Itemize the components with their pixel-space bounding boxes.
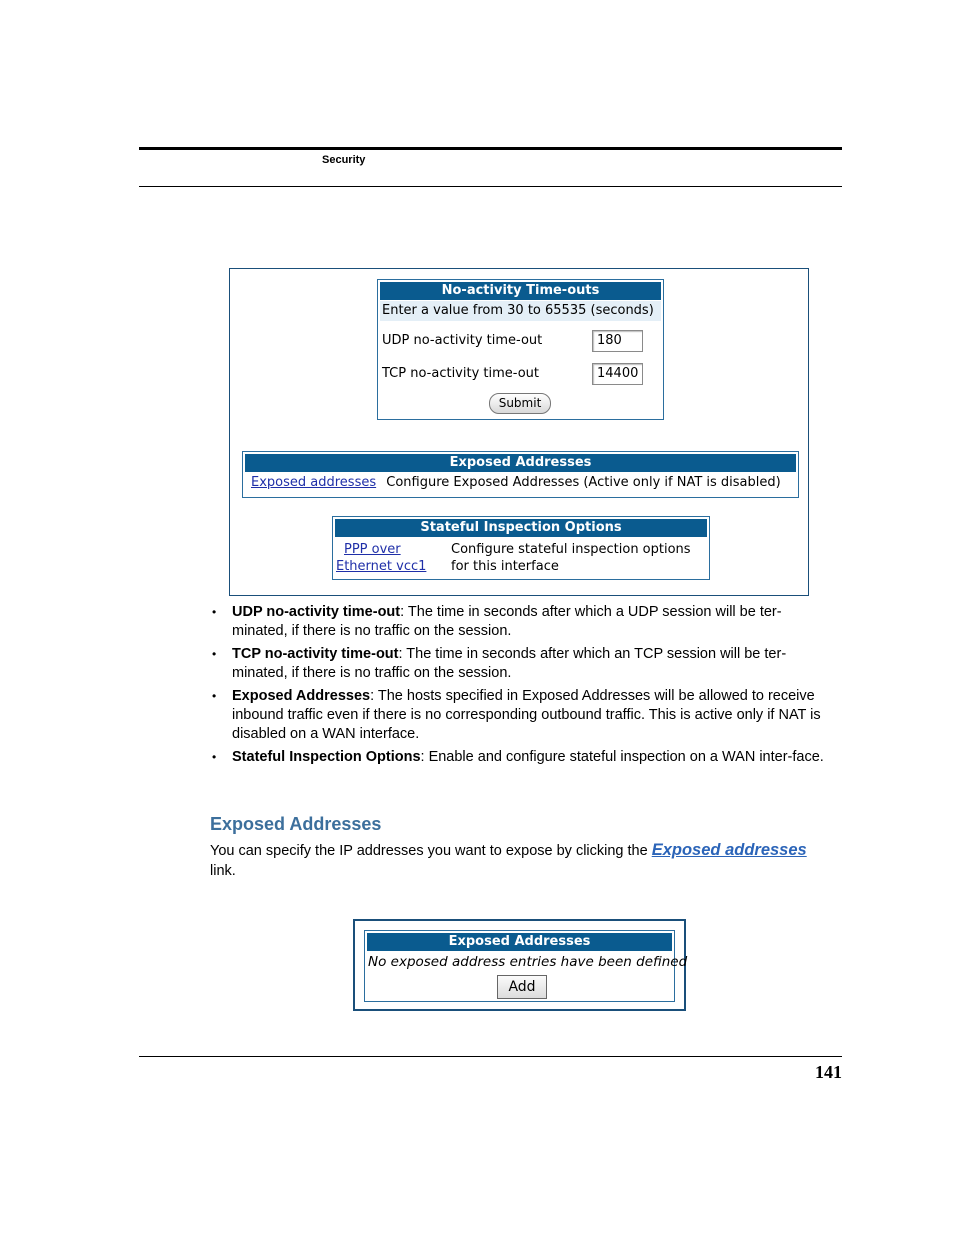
footer-rule <box>139 1056 842 1057</box>
running-header: Security <box>322 154 366 166</box>
exposed-addresses-inline-link[interactable]: Exposed addresses <box>651 841 807 859</box>
stateful-link-line2[interactable]: Ethernet vcc1 <box>336 559 427 574</box>
paragraph-text-after: link. <box>210 863 236 879</box>
stateful-inspection-description <box>451 541 691 575</box>
bullet-term: Exposed Addresses <box>232 688 371 704</box>
paragraph-text-before: You can specify the IP addresses you want to expose by clicking the <box>210 843 652 859</box>
udp-timeout-input[interactable]: 180 <box>592 330 643 352</box>
bullet-text: : The hosts specified in Exposed Addresses will be allowed to receive inbound traffic even if there is no corresponding outbound traffic. This is active only if NAT is disabled on a WAN interface. <box>232 688 821 742</box>
list-item <box>210 748 835 767</box>
bullet-icon: • <box>212 750 217 764</box>
empty-list-message: No exposed address entries have been defined <box>368 954 688 970</box>
header-rule <box>139 147 842 150</box>
stateful-inspection-panel <box>332 516 710 580</box>
list-item <box>210 603 835 641</box>
exposed-addresses-description: Configure Exposed Addresses (Active only if NAT is disabled) <box>386 475 781 490</box>
bullet-text: : The time in seconds after which an TCP session will be ter-minated, if there is no traffic on the session. <box>232 646 787 681</box>
tcp-timeout-label: TCP no-activity time-out <box>382 366 539 381</box>
section-paragraph <box>210 840 810 881</box>
bullet-icon: • <box>212 605 217 619</box>
header-divider <box>139 186 842 187</box>
add-button[interactable]: Add <box>497 975 547 999</box>
stateful-desc-line2: for this interface <box>451 559 559 574</box>
stateful-link-line1[interactable]: PPP over <box>344 542 401 557</box>
submit-button[interactable]: Submit <box>489 393 551 414</box>
field-descriptions <box>210 603 835 771</box>
bullet-icon: • <box>212 647 217 661</box>
tcp-timeout-input[interactable]: 14400 <box>592 363 643 385</box>
bullet-term: Stateful Inspection Options <box>232 749 421 765</box>
bullet-text: : Enable and configure stateful inspection on a WAN inter-face. <box>420 749 824 765</box>
timeouts-instruction: Enter a value from 30 to 65535 (seconds) <box>380 301 661 321</box>
list-item <box>210 687 835 744</box>
timeouts-panel-title: No-activity Time-outs <box>380 282 661 300</box>
config-screenshot <box>229 268 809 596</box>
list-item <box>210 645 835 683</box>
exposed-list-screenshot <box>353 919 686 1011</box>
exposed-addresses-panel-title: Exposed Addresses <box>245 454 796 472</box>
exposed-addresses-row <box>245 472 796 494</box>
stateful-desc-line1: Configure stateful inspection options <box>451 542 691 557</box>
page-number: 141 <box>815 1062 842 1082</box>
section-heading: Exposed Addresses <box>210 814 382 834</box>
exposed-addresses-panel <box>242 451 799 498</box>
udp-timeout-label: UDP no-activity time-out <box>382 333 543 348</box>
exposed-addresses-link[interactable]: Exposed addresses <box>251 475 377 490</box>
bullet-icon: • <box>212 689 217 703</box>
bullet-term: UDP no-activity time-out <box>232 604 401 620</box>
exposed-list-panel-title: Exposed Addresses <box>367 933 672 951</box>
stateful-inspection-panel-title: Stateful Inspection Options <box>335 519 707 537</box>
stateful-inspection-link[interactable] <box>336 541 427 575</box>
timeouts-panel <box>377 279 664 420</box>
exposed-list-panel <box>364 930 688 1002</box>
bullet-term: TCP no-activity time-out <box>232 646 399 662</box>
bullet-text: : The time in seconds after which a UDP session will be ter-minated, if there is no traffic on the session. <box>232 604 782 639</box>
